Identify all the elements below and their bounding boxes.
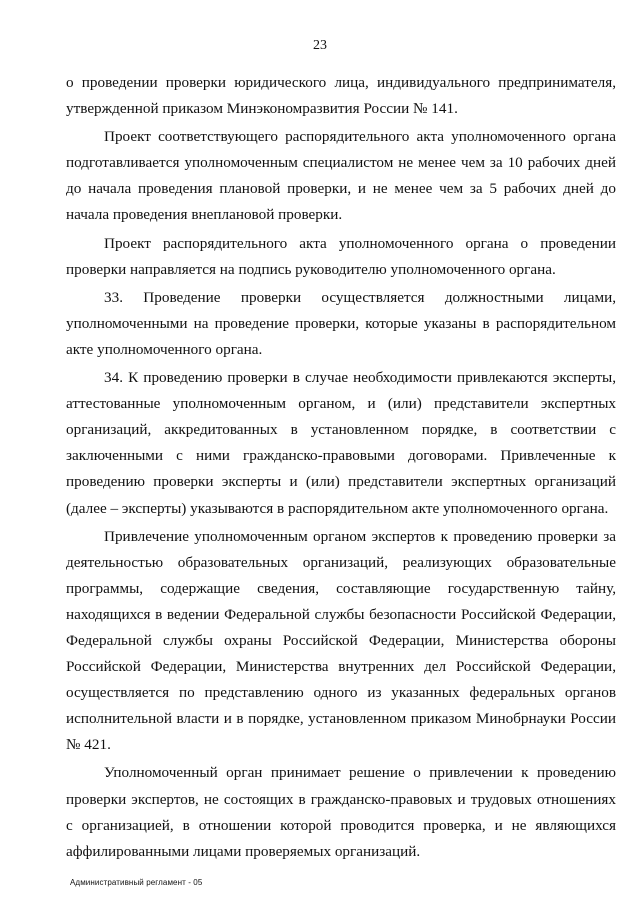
- paragraph-continuation: о проведении проверки юридического лица, индивидуального предпринимателя, утвержденной приказом Минэкономразвития России № 141.: [66, 74, 616, 118]
- paragraph-draft-signature: Проект распорядительного акта уполномоченного органа о проведении проверки направляется на подпись руководителю уполномоченного органа.: [66, 234, 616, 278]
- footer-label: Административный регламент - 05: [70, 878, 203, 887]
- paragraph-expert-decision: Уполномоченный орган принимает решение о привлечении к проведению проверки экспертов, не состоящих в гражданско-правовых и трудовых отношениях с организацией, в отношении которой проводится проверка, и не являющихся аффилированными лицами проверяемых организаций.: [66, 764, 616, 860]
- page-number: 23: [313, 38, 327, 53]
- paragraph-expert-involvement: Привлечение уполномоченным органом экспертов к проведению проверки за деятельностью образовательных организаций, реализующих образовательные программы, содержащие сведения, составляющие государственную тайну, находящихся в ведении Федеральной службы безопасности Российской Федерации, Федеральной службы охраны Российской Федерации, Министерства обороны Российской Федерации, Министерства внутренних дел Российской Федерации, осуществляется по представлению одного из указанных федеральных органов исполнительной власти и в порядке, установленном приказом Минобрнауки России № 421.: [66, 527, 616, 754]
- document-body: [66, 70, 616, 867]
- paragraph-item-33: 33. Проведение проверки осуществляется должностными лицами, уполномоченными на проведение проверки, которые указаны в распорядительном акте уполномоченного органа.: [66, 288, 616, 358]
- paragraph-draft-preparation: Проект соответствующего распорядительного акта уполномоченного органа подготавливается уполномоченным специалистом не менее чем за 10 рабочих дней до начала проведения плановой проверки, и не менее чем за 5 рабочих дней до начала проведения внеплановой проверки.: [66, 128, 616, 224]
- paragraph-item-34: 34. К проведению проверки в случае необходимости привлекаются эксперты, аттестованные уполномоченным органом, и (или) представители экспертных организаций, аккредитованных в установленном порядке, в соответствии с заключенными с ними гражданско-правовыми договорами. Привлеченные к проведению проверки эксперты и (или) представители экспертных организаций (далее – эксперты) указываются в распорядительном акте уполномоченного органа.: [66, 369, 616, 517]
